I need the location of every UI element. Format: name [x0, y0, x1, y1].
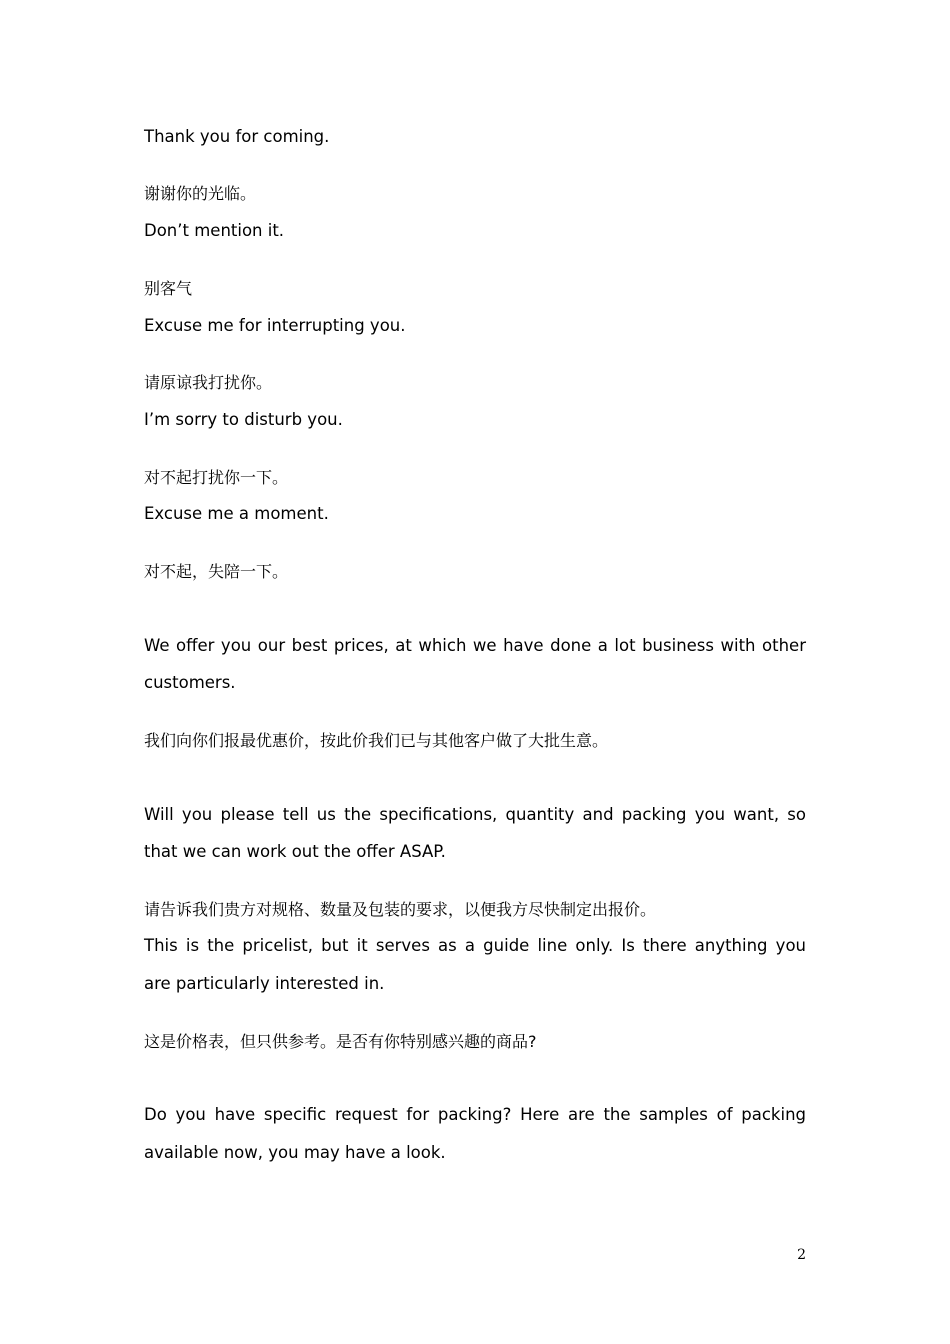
text-line-zh: 请原谅我打扰你。	[144, 373, 273, 392]
text-line-en: customers.	[144, 673, 236, 692]
text-line-zh: 我们向你们报最优惠价，按此价我们已与其他客户做了大批生意。	[144, 731, 609, 750]
text-line-zh: 对不起，失陪一下。	[144, 562, 289, 581]
text-line-en: We offer you our best prices, at which we have done a lot business with other	[144, 636, 806, 655]
text-line-en: are particularly interested in.	[144, 974, 385, 993]
text-line-zh: 别客气	[144, 279, 193, 298]
text-line-en: This is the pricelist, but it serves as a guide line only. Is there anything you	[144, 936, 806, 955]
text-line-en: Don’t mention it.	[144, 221, 285, 240]
page-number: 2	[797, 1247, 806, 1263]
text-line-zh: 对不起打扰你一下。	[144, 468, 289, 487]
text-line-en: Excuse me a moment.	[144, 504, 329, 523]
text-line-zh: 谢谢你的光临。	[144, 184, 257, 203]
text-line-en: available now, you may have a look.	[144, 1143, 446, 1162]
text-line-en: that we can work out the offer ASAP.	[144, 842, 446, 861]
text-line-zh: 这是价格表，但只供参考。是否有你特别感兴趣的商品?	[144, 1032, 537, 1051]
text-line-en: Will you please tell us the specifications, quantity and packing you want, so	[144, 805, 806, 824]
text-line-en: Do you have specific request for packing? Here are the samples of packing	[144, 1105, 806, 1124]
text-line-en: Excuse me for interrupting you.	[144, 316, 406, 335]
text-line-zh: 请告诉我们贵方对规格、数量及包装的要求，以便我方尽快制定出报价。	[144, 900, 657, 919]
text-line-en: I’m sorry to disturb you.	[144, 410, 343, 429]
text-line-en: Thank you for coming.	[144, 127, 330, 146]
